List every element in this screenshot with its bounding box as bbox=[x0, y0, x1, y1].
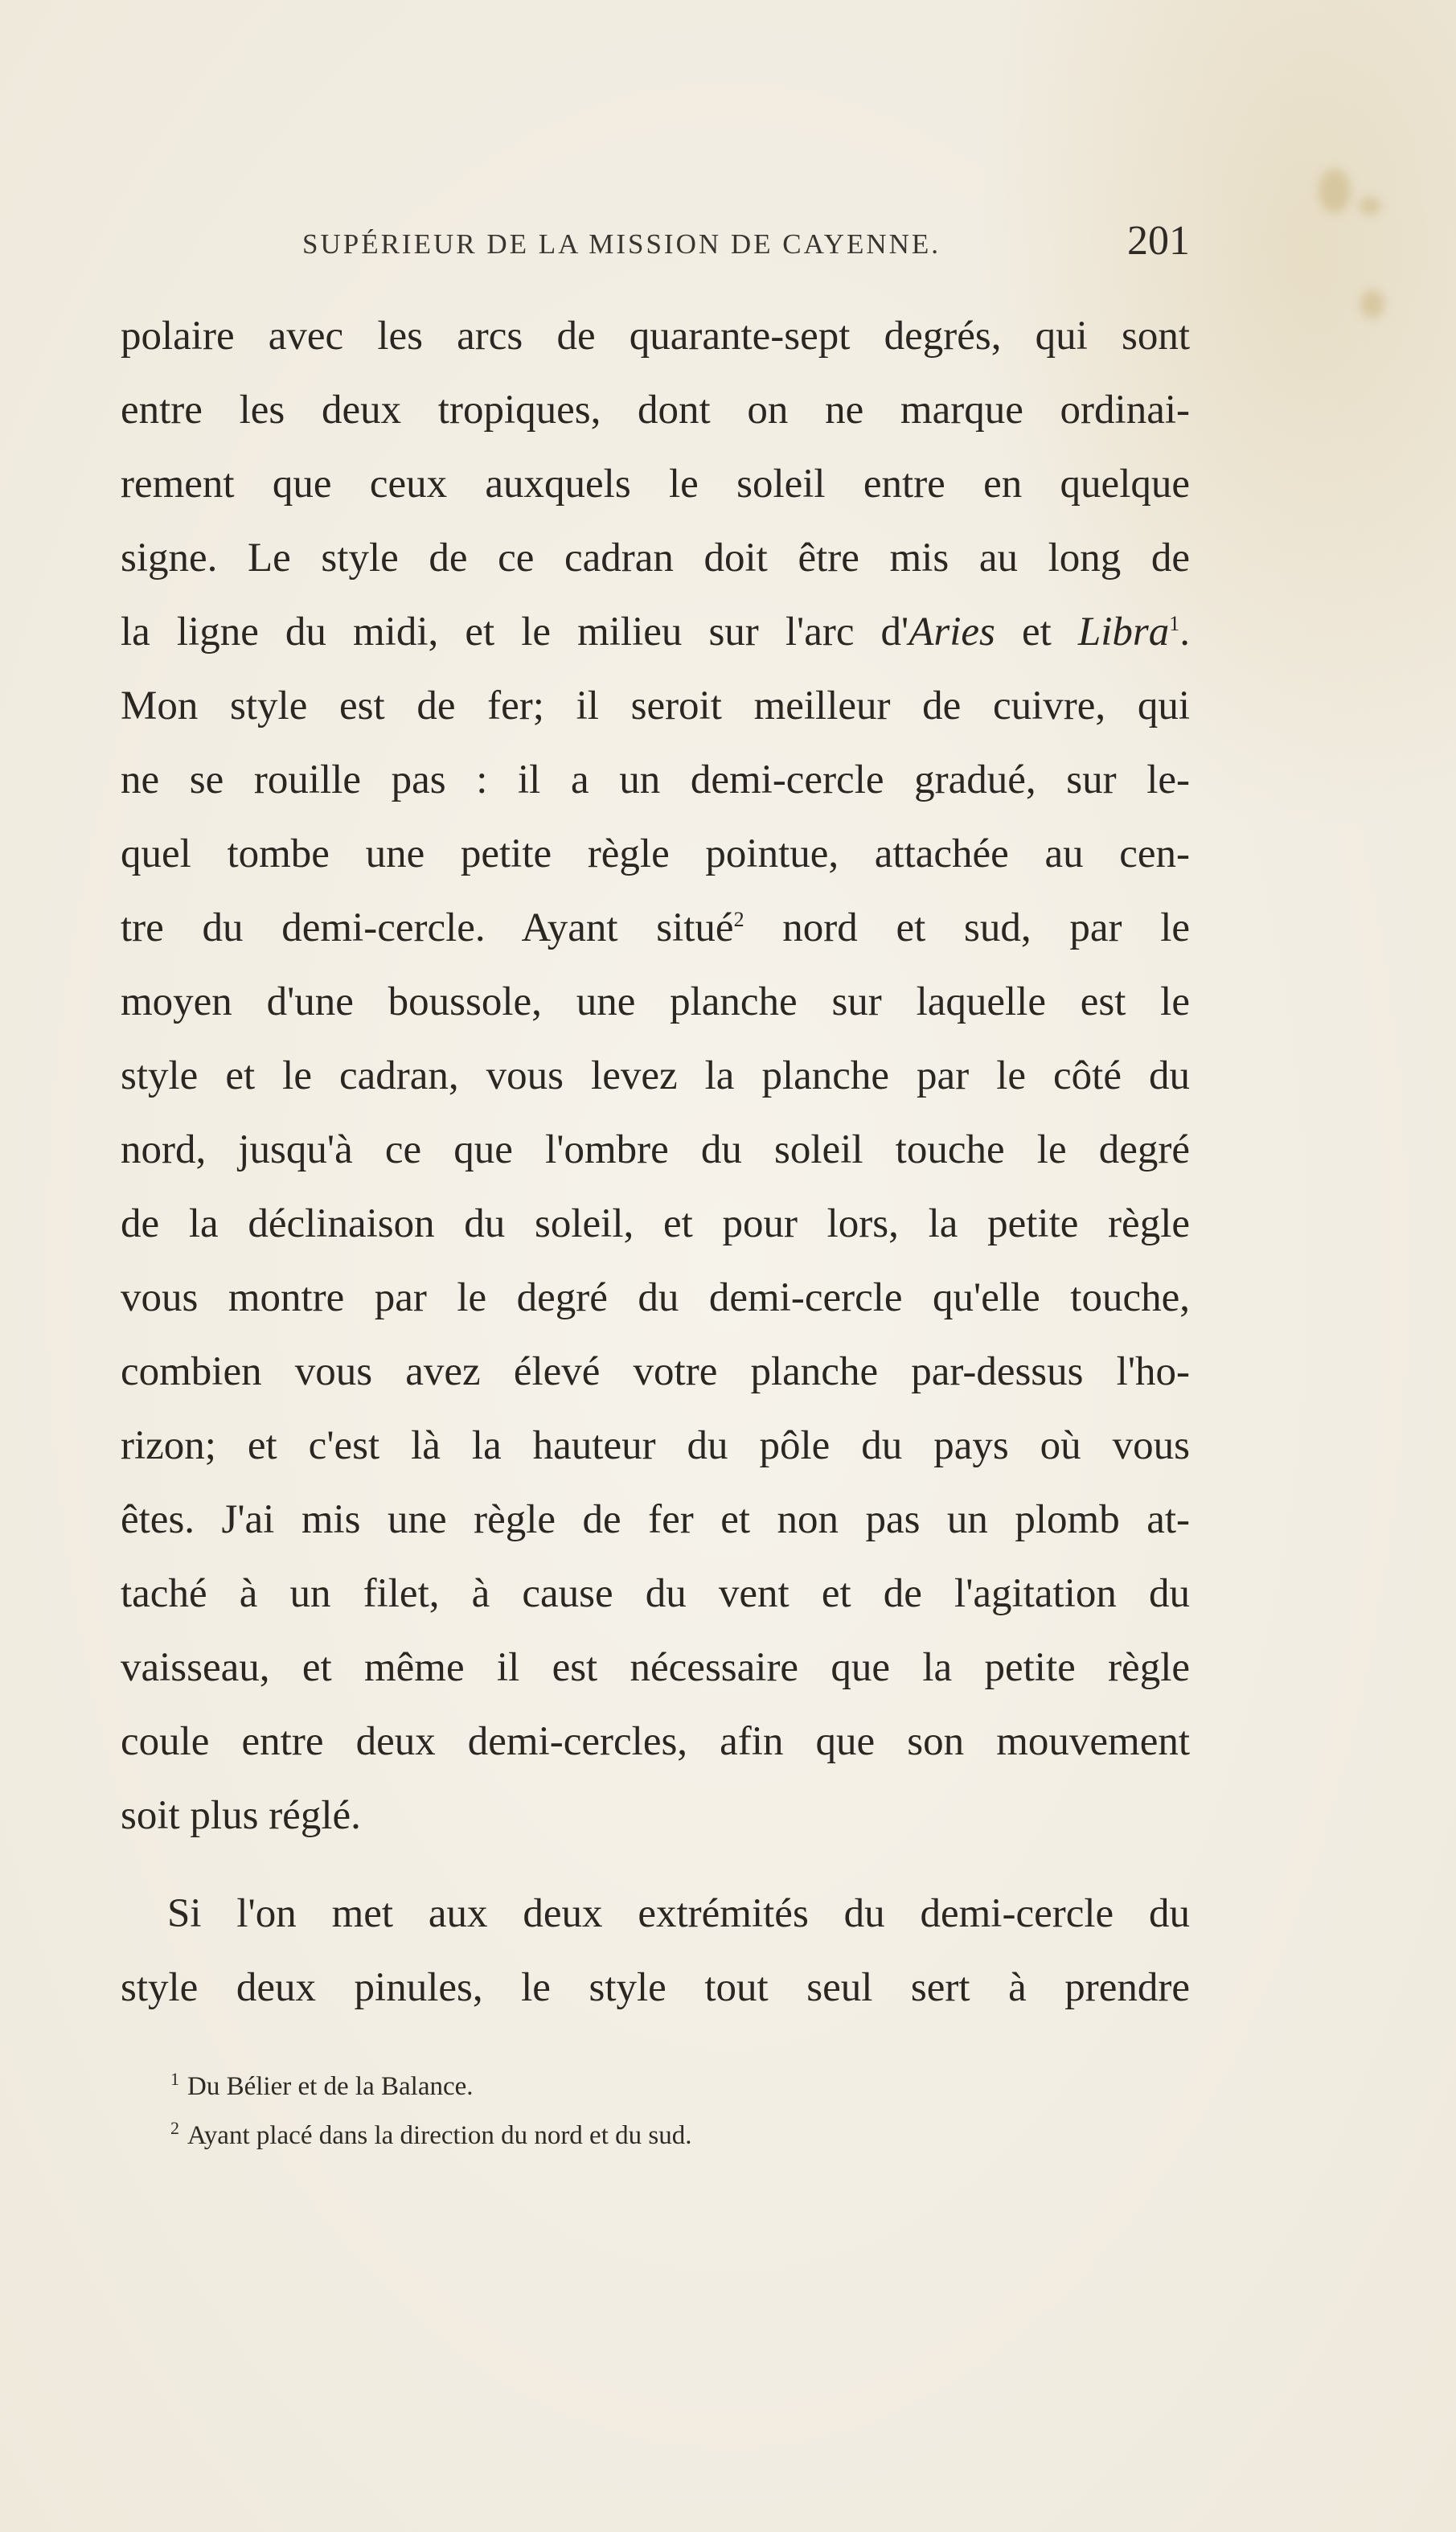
text-segment: tre du demi-cercle. Ayant situé bbox=[121, 905, 734, 950]
text-line: nord, jusqu'à ce que l'ombre du soleil touche le degré bbox=[121, 1127, 1190, 1172]
text-line: vous montre par le degré du demi-cercle qu'elle touche, bbox=[121, 1275, 1190, 1320]
text-line: moyen d'une boussole, une planche sur laquelle est le bbox=[121, 979, 1190, 1024]
text-segment: la ligne du midi, et le milieu sur l'arc d' bbox=[121, 609, 909, 655]
body-text bbox=[121, 299, 1190, 2025]
footnote-text: Ayant placé dans la direction du nord et du sud. bbox=[187, 2121, 692, 2150]
italic-term-aries: Aries bbox=[908, 609, 995, 655]
text-segment: et bbox=[995, 609, 1078, 655]
text-line: rement que ceux auxquels le soleil entre en quelque bbox=[121, 462, 1190, 507]
text-line: style et le cadran, vous levez la planche par le côté du bbox=[121, 1053, 1190, 1098]
footnotes bbox=[170, 2058, 1175, 2157]
footnote-ref: 2 bbox=[733, 908, 744, 931]
text-line: Mon style est de fer; il seroit meilleur de cuivre, qui bbox=[121, 683, 1190, 728]
text-line: entre les deux tropiques, dont on ne marque ordinai- bbox=[121, 388, 1190, 433]
text-line: êtes. J'ai mis une règle de fer et non pas un plomb at- bbox=[121, 1497, 1190, 1542]
text-line: coule entre deux demi-cercles, afin que son mouvement bbox=[121, 1719, 1190, 1764]
running-title: SUPÉRIEUR DE LA MISSION DE CAYENNE. bbox=[302, 228, 941, 260]
text-line: taché à un filet, à cause du vent et de l'agitation du bbox=[121, 1571, 1190, 1616]
text-line: style deux pinules, le style tout seul sert à prendre bbox=[121, 1965, 1190, 2010]
paper-stain bbox=[1319, 169, 1351, 213]
text-line: soit plus réglé. bbox=[121, 1793, 361, 1838]
paper-stain bbox=[1359, 197, 1381, 215]
footnote-mark: 2 bbox=[170, 2118, 179, 2138]
page-number: 201 bbox=[1127, 218, 1190, 264]
text-line: combien vous avez élevé votre planche par-dessus l'ho- bbox=[121, 1349, 1190, 1394]
text-line: Si l'on met aux deux extrémités du demi-cercle du bbox=[167, 1891, 1190, 1936]
italic-term-libra: Libra bbox=[1077, 609, 1170, 655]
text-line: de la déclinaison du soleil, et pour lors, la petite règle bbox=[121, 1201, 1190, 1246]
text-line bbox=[121, 595, 1190, 669]
footnote bbox=[170, 2058, 1175, 2107]
text-line: vaisseau, et même il est nécessaire que la petite règle bbox=[121, 1645, 1190, 1690]
footnote bbox=[170, 2107, 1175, 2157]
text-line: polaire avec les arcs de quarante-sept degrés, qui sont bbox=[121, 314, 1190, 359]
text-segment: nord et sud, par le bbox=[744, 905, 1190, 950]
footnote-ref: 1 bbox=[1169, 612, 1180, 635]
text-line bbox=[121, 891, 1190, 965]
text-line: rizon; et c'est là la hauteur du pôle du pays où vous bbox=[121, 1423, 1190, 1468]
footnote-mark: 1 bbox=[170, 2069, 179, 2089]
text-segment: . bbox=[1179, 609, 1190, 655]
text-line: signe. Le style de ce cadran doit être mis au long de bbox=[121, 536, 1190, 581]
running-head bbox=[121, 217, 1190, 265]
paragraph-gap bbox=[121, 1853, 1190, 1877]
text-line: ne se rouille pas : il a un demi-cercle gradué, sur le- bbox=[121, 757, 1190, 802]
text-line: quel tombe une petite règle pointue, attachée au cen- bbox=[121, 831, 1190, 876]
footnote-text: Du Bélier et de la Balance. bbox=[187, 2072, 474, 2101]
paper-stain bbox=[1360, 289, 1384, 318]
